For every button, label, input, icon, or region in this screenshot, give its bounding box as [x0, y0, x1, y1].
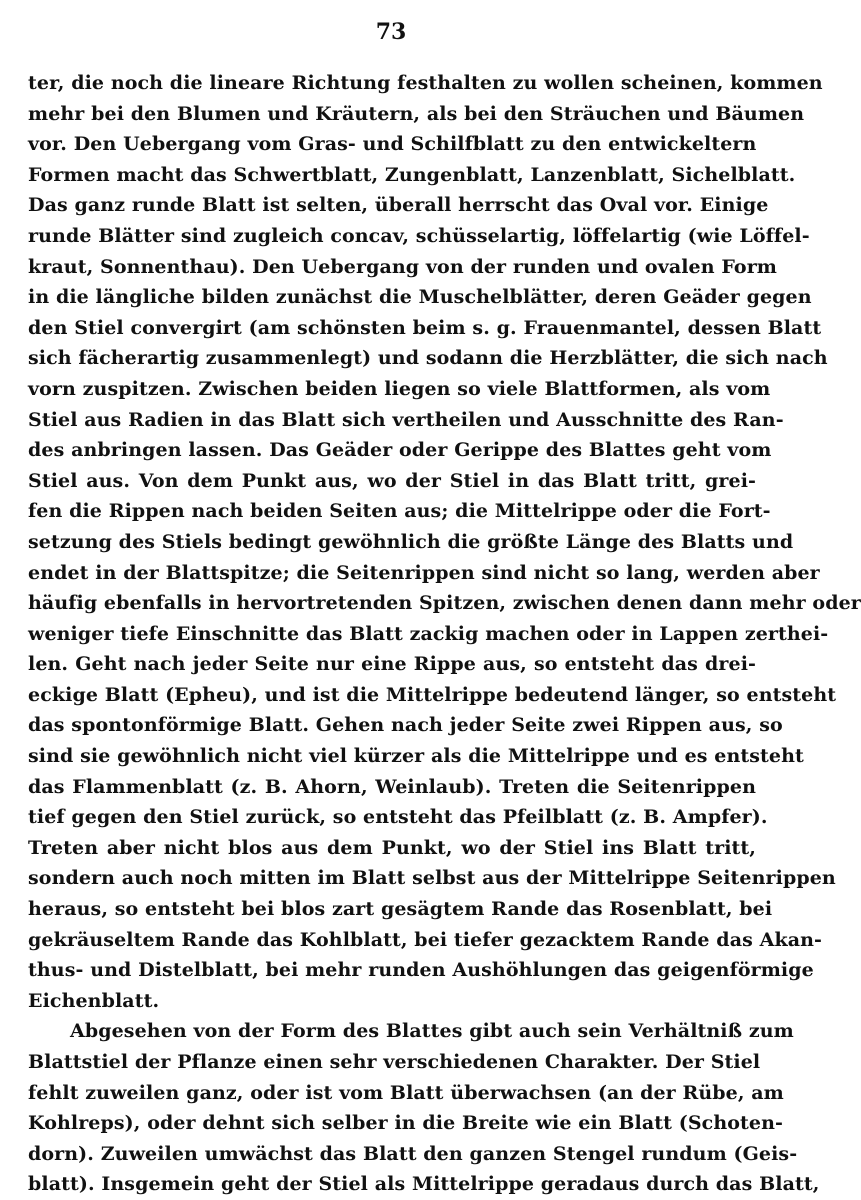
text-line: in die längliche bilden zunächst die Muschelblätter, deren Geäder gegen [28, 286, 812, 309]
text-line: Treten aber nicht blos aus dem Punkt, wo der Stiel ins Blatt tritt, [28, 836, 756, 859]
text-line: fen die Rippen nach beiden Seiten aus; die Mittelrippe oder die Fort- [28, 500, 771, 523]
text-line: endet in der Blattspitze; die Seitenrippen sind nicht so lang, werden aber [28, 561, 820, 584]
page-number: 73 [375, 19, 407, 45]
text-line: gekräuseltem Rande das Kohlblatt, bei tiefer gezacktem Rande das Akan- [28, 928, 823, 951]
text-line: mehr bei den Blumen und Kräutern, als bei den Sträuchen und Bäumen [28, 102, 805, 125]
text-line: Stiel aus. Von dem Punkt aus, wo der Stiel in das Blatt tritt, grei- [28, 469, 756, 492]
text-line: Stiel aus Radien in das Blatt sich vertheilen und Ausschnitte des Ran- [28, 408, 784, 431]
text-line: Blattstiel der Pflanze einen sehr verschiedenen Charakter. Der Stiel [28, 1051, 761, 1073]
text-line: heraus, so entsteht bei blos zart gesägtem Rande das Rosenblatt, bei [28, 898, 773, 921]
text-line: eckige Blatt (Epheu), und ist die Mittelrippe bedeutend länger, so entsteht [28, 683, 837, 706]
text-line: sind sie gewöhnlich nicht viel kürzer als die Mittelrippe und es entsteht [28, 745, 804, 768]
text-line: tief gegen den Stiel zurück, so entsteht das Pfeilblatt (z. B. Ampfer). [28, 806, 768, 829]
text-line: fehlt zuweilen ganz, oder ist vom Blatt überwachsen (an der Rübe, am [28, 1081, 784, 1104]
text-line: Eichenblatt. [28, 989, 160, 1012]
text-line: setzung des Stiels bedingt gewöhnlich die größte Länge des Blatts und [28, 530, 794, 553]
text-line: des anbringen lassen. Das Geäder oder Gerippe des Blattes geht vom [28, 439, 772, 462]
body-text [28, 68, 861, 1200]
text-line: Kohlreps), oder dehnt sich selber in die Breite wie ein Blatt (Schoten- [28, 1112, 783, 1135]
text-line: sondern auch noch mitten im Blatt selbst aus der Mittelrippe Seitenrippen [28, 867, 836, 890]
text-line: len. Geht nach jeder Seite nur eine Rippe aus, so entsteht das drei- [28, 653, 756, 676]
text-line: sich fächerartig zusammenlegt) und sodann die Herzblätter, die sich nach [28, 347, 828, 370]
text-line: weniger tiefe Einschnitte das Blatt zackig machen oder in Lappen zerthei- [28, 622, 829, 645]
text-line: kraut, Sonnenthau). Den Uebergang von der runden und ovalen Form [28, 255, 778, 278]
text-line: Formen macht das Schwertblatt, Zungenblatt, Lanzenblatt, Sichelblatt. [28, 163, 796, 186]
text-line: runde Blätter sind zugleich concav, schüsselartig, löffelartig (wie Löffel- [28, 224, 810, 247]
paragraph [28, 68, 861, 1016]
text-line: blatt). Insgemein geht der Stiel als Mittelrippe geradaus durch das Blatt, [28, 1173, 820, 1196]
text-line: Das ganz runde Blatt ist selten, überall herrscht das Oval vor. Einige [28, 194, 769, 217]
text-line: häufig ebenfalls in hervortretenden Spitzen, zwischen denen dann mehr oder [28, 592, 861, 615]
text-line: Abgesehen von der Form des Blattes gibt auch sein Verhältniß zum [70, 1020, 794, 1043]
paragraph [28, 1016, 820, 1200]
text-line: vorn zuspitzen. Zwischen beiden liegen so viele Blattformen, als vom [28, 377, 771, 400]
text-line: vor. Den Uebergang vom Gras- und Schilfblatt zu den entwickeltern [28, 133, 757, 156]
text-line: das Flammenblatt (z. B. Ahorn, Weinlaub). Treten die Seitenrippen [28, 775, 756, 798]
text-line: dorn). Zuweilen umwächst das Blatt den ganzen Stengel rundum (Geis- [28, 1142, 798, 1165]
text-line: das spontonförmige Blatt. Gehen nach jeder Seite zwei Rippen aus, so [28, 714, 783, 737]
text-line: thus- und Distelblatt, bei mehr runden Aushöhlungen das geigenförmige [28, 959, 814, 982]
text-line: ter, die noch die lineare Richtung festhalten zu wollen scheinen, kommen [28, 72, 823, 94]
text-line: den Stiel convergirt (am schönsten beim s. g. Frauenmantel, dessen Blatt [28, 316, 822, 339]
